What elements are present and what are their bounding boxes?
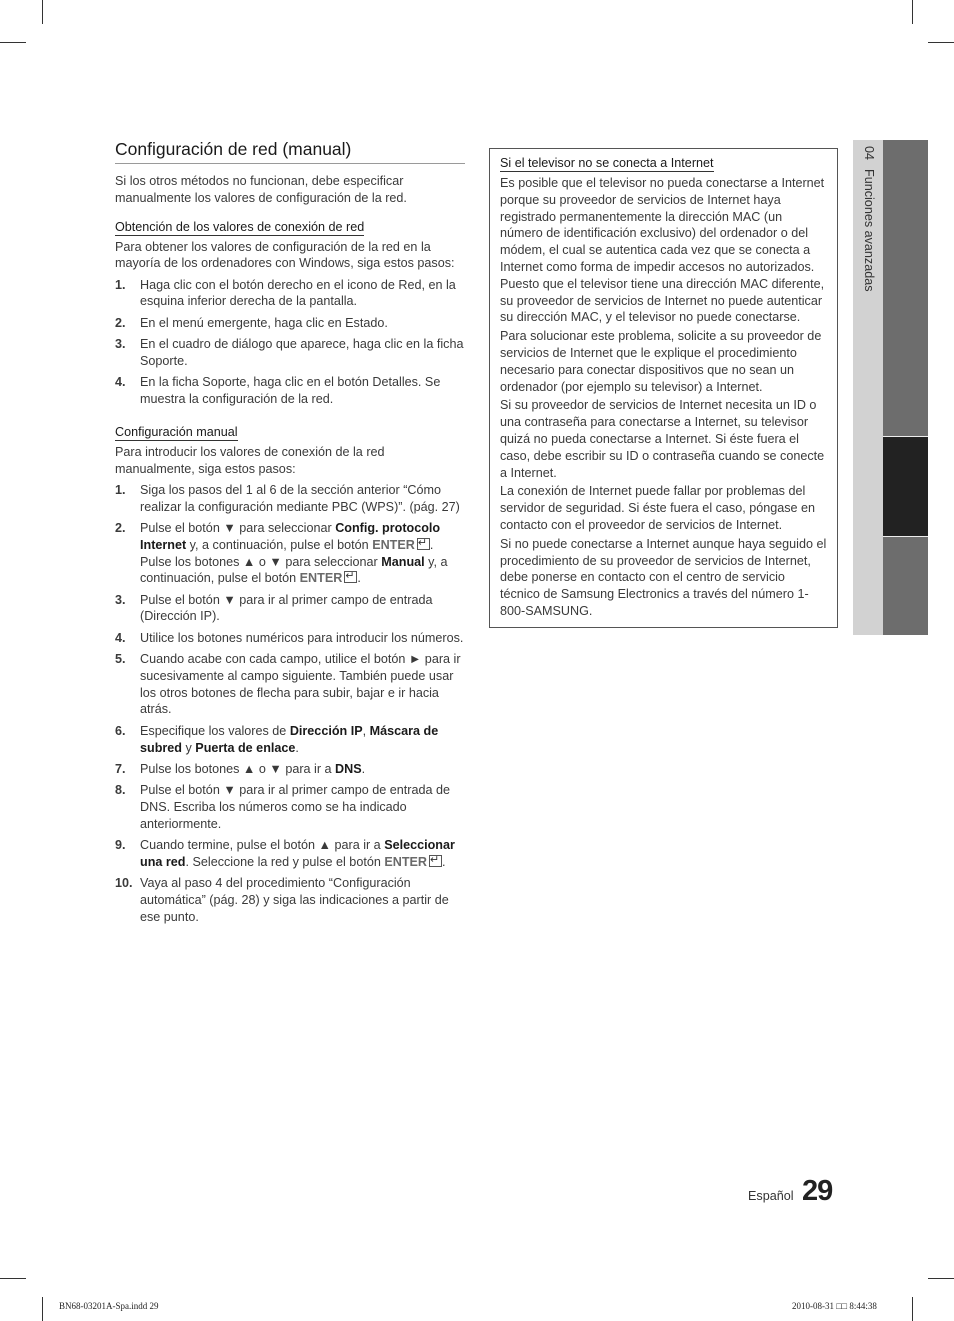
chapter-tab-strip	[883, 140, 928, 635]
section1-lead: Para obtener los valores de configuración de la red en la mayoría de los ordenadores con Windows, siga estos pasos:	[115, 239, 455, 271]
note-paragraph: Si no puede conectarse a Internet aunque haya seguido el procedimiento de su proveedor de servicios de Internet, debe ponerse en contacto con el centro de servicio técnico de Samsung Electronics a través del número 1-800-SAMSUNG.	[500, 536, 827, 618]
footer-language: Español	[748, 1189, 794, 1203]
section1-steps	[115, 277, 465, 408]
enter-icon	[344, 571, 357, 583]
intro-text: Si los otros métodos no funcionan, debe especificar manualmente los valores de configuración de la red.	[115, 174, 407, 205]
list-item: 2. Pulse el botón ▼ para seleccionar Config. protocolo Internet y, a continuación, pulse el botón ENTER↵ . Pulse los botones ▲ o ▼ para seleccionar Manual y, a continuación, pulse el botón ENTER↵ .	[115, 520, 465, 587]
list-item: 4. En la ficha Soporte, haga clic en el botón Detalles. Se muestra la configuración de la red.	[115, 375, 441, 406]
list-item: 8. Pulse el botón ▼ para ir al primer campo de entrada de DNS. Escriba los números como se ha indicado anteriormente.	[115, 783, 450, 831]
enter-icon	[429, 855, 442, 867]
section-heading-manual-config: Configuración manual	[115, 424, 238, 439]
note-paragraph: La conexión de Internet puede fallar por problemas del servidor de seguridad. Si éste fuera el caso, póngase en contacto con el proveedor de servicios de Internet.	[500, 484, 816, 532]
page-title: Configuración de red (manual)	[115, 139, 465, 164]
chapter-tab-label: 04Funciones avanzadas	[862, 146, 876, 292]
list-item: 9. Cuando termine, pulse el botón ▲ para ir a Seleccionar una red. Seleccione la red y pulse el botón ENTER↵ .	[115, 837, 465, 871]
note-box-heading: Si el televisor no se conecta a Internet	[500, 156, 714, 170]
list-item: 3. En el cuadro de diálogo que aparece, haga clic en la ficha Soporte.	[115, 337, 464, 368]
section2-lead: Para introducir los valores de conexión de la red manualmente, siga estos pasos:	[115, 444, 385, 476]
print-date-info: 2010-08-31 □□ 8:44:38	[792, 1301, 877, 1311]
list-item: 10. Vaya al paso 4 del procedimiento “Configuración automática” (pág. 28) y siga las indicaciones a partir de ese punto.	[115, 876, 449, 924]
left-column	[115, 139, 465, 925]
list-item: 1. Siga los pasos del 1 al 6 de la sección anterior “Cómo realizar la configuración mediante PBC (WPS)”. (pág. 27)	[115, 482, 460, 514]
section-heading-connection-values: Obtención de los valores de conexión de red	[115, 219, 365, 234]
list-item: 1. Haga clic con el botón derecho en el icono de Red, en la esquina inferior derecha de la pantalla.	[115, 277, 456, 309]
list-item: 6. Especifique los valores de Dirección IP, Máscara de subred y Puerta de enlace.	[115, 723, 439, 755]
note-box	[489, 148, 838, 628]
page-number: 29	[802, 1175, 833, 1207]
note-paragraph: Es posible que el televisor no pueda conectarse a Internet porque su proveedor de servicios de Internet haya registrado permanentemente la dirección MAC (un número de identificación exclusivo) del ordenador o del módem, el cual se autentica cada vez que se conecta a Internet como forma de impedir accesos no autorizados. Puesto que el televisor tiene una dirección MAC diferente, su proveedor de servicios de Internet no puede autenticar su dirección MAC, y el televisor no puede conectarse.	[500, 176, 825, 325]
section2-steps	[115, 482, 465, 926]
print-file-info: BN68-03201A-Spa.indd 29	[59, 1301, 159, 1311]
note-paragraph: Para solucionar este problema, solicite a su proveedor de servicios de Internet que le explique el procedimiento necesario para conectar dispositivos que no sean un ordenador (por ejemplo su televisor) a Internet.	[500, 329, 822, 394]
list-item: 2. En el menú emergente, haga clic en Estado.	[115, 315, 388, 330]
list-item: 4. Utilice los botones numéricos para introducir los números.	[115, 630, 464, 645]
list-item: 3. Pulse el botón ▼ para ir al primer campo de entrada (Dirección IP).	[115, 592, 433, 624]
list-item: 5. Cuando acabe con cada campo, utilice el botón ► para ir sucesivamente al campo siguiente. También puede usar los otros botones de flecha para subir, bajar e ir hacia atrás.	[115, 652, 461, 717]
list-item: 7. Pulse los botones ▲ o ▼ para ir a DNS.	[115, 761, 366, 776]
enter-icon	[417, 538, 430, 550]
chapter-tab-active	[883, 437, 928, 536]
note-paragraph: Si su proveedor de servicios de Internet necesita un ID o una contraseña para conectarse a Internet, su televisor quizá no pueda conectarse a Internet. Si éste fuera el caso, debe escribir su ID o contraseña cuando se conecte a Internet.	[500, 398, 825, 480]
